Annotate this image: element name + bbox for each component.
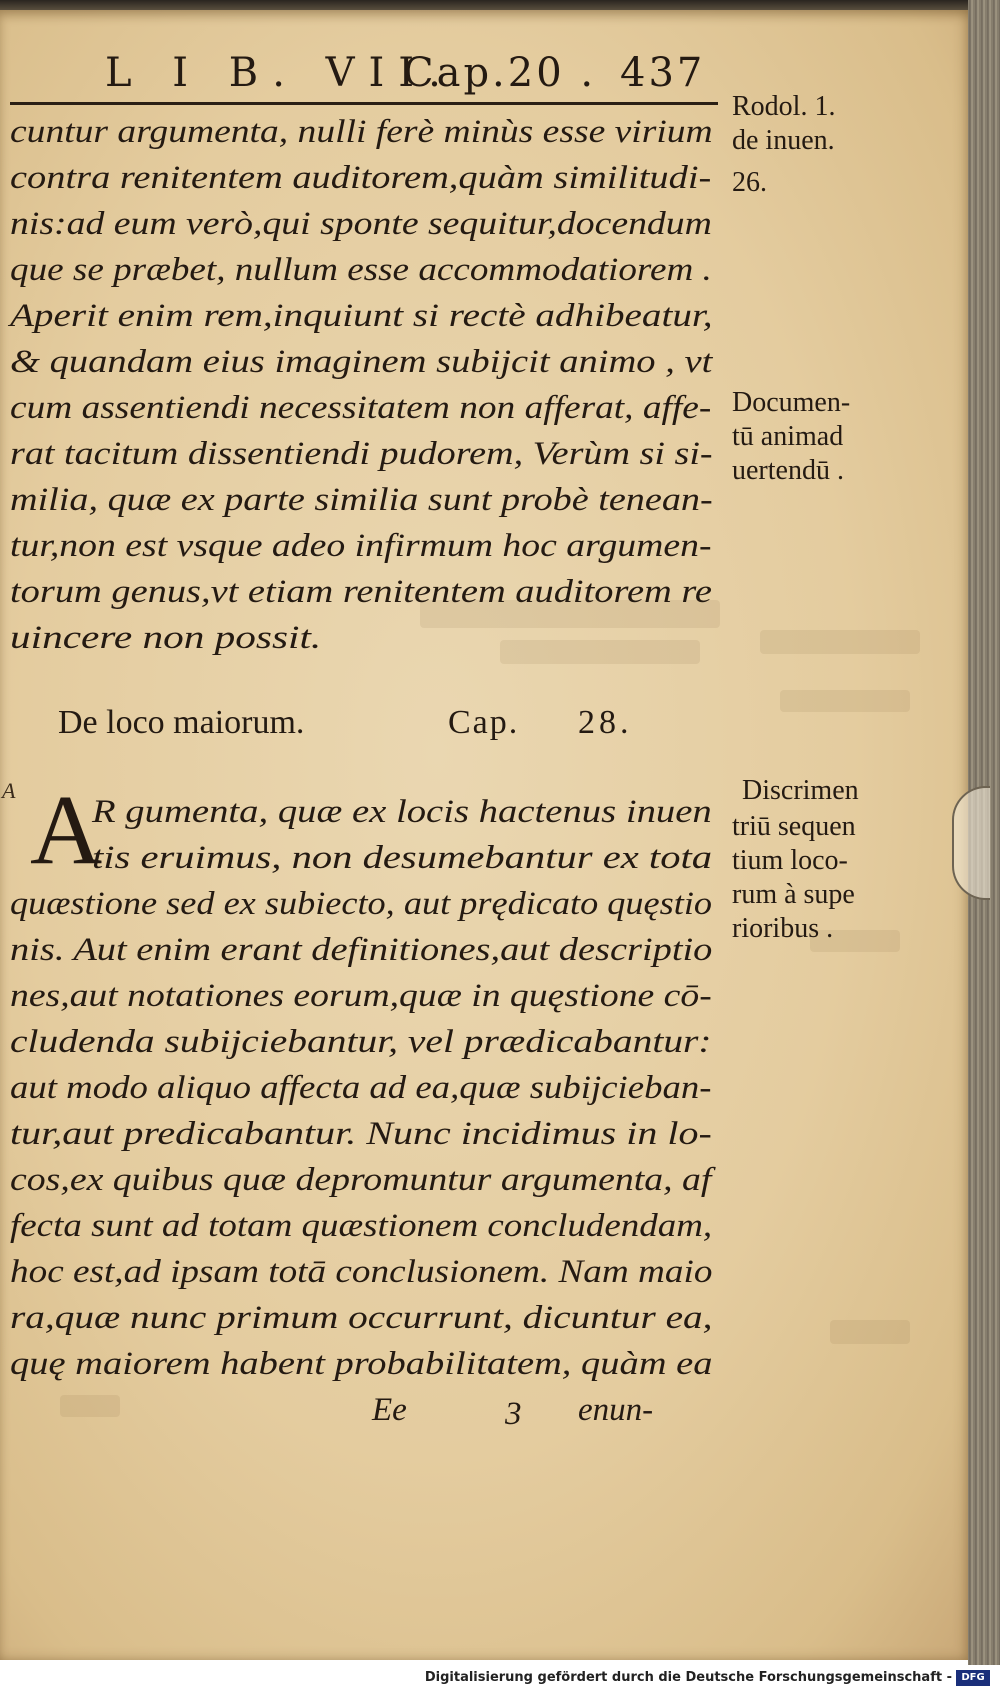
text-line: tur,aut predicabantur. Nunc incidimus in lo-: [10, 1116, 712, 1152]
drop-cap: A: [30, 774, 103, 885]
margin-note-line: de inuen.: [732, 125, 835, 156]
text-line: rat tacitum dissentiendi pudorem, Verùm si si-: [10, 436, 713, 472]
text-line: fecta sunt ad totam quæstionem concludendam,: [10, 1208, 713, 1244]
chapter-label: Cap.: [448, 704, 520, 741]
page-number: 437: [620, 50, 706, 96]
margin-note-line: triū sequen: [732, 811, 856, 842]
running-head-book: L I B. VII.: [105, 50, 455, 96]
chapter-heading: [0, 700, 720, 750]
show-through-mark: [760, 630, 920, 654]
text-line: hoc est,ad ipsam totā conclusionem. Nam maio: [10, 1254, 713, 1290]
text-line: que se præbet, nullum esse accommodatiorem .: [10, 252, 712, 288]
margin-note-line: Discrimen: [742, 775, 859, 806]
margin-note-line: Rodol. 1.: [732, 91, 836, 122]
text-line: R gumenta, quæ ex locis hactenus inuen: [92, 794, 712, 830]
running-head: [105, 50, 715, 110]
text-line: nis. Aut enim erant definitiones,aut descriptio: [10, 932, 713, 968]
text-line: contra renitentem auditorem,quàm similitudi-: [10, 160, 712, 196]
text-line: quæstione sed ex subiecto, aut prędicato quęstio: [10, 886, 713, 922]
show-through-mark: [60, 1395, 120, 1417]
show-through-mark: [780, 690, 910, 712]
dfg-logo: DFG: [956, 1670, 990, 1686]
show-through-mark: [830, 1320, 910, 1344]
digitization-footer: [0, 1665, 1000, 1696]
text-line: milia, quæ ex parte similia sunt probè tenean-: [10, 482, 713, 518]
running-head-chapter: Cap.20 .: [403, 50, 597, 96]
text-line: tis eruimus, non desumebantur ex tota: [92, 840, 713, 876]
signature-mark: Ee: [372, 1392, 407, 1428]
stray-margin-letter: A: [2, 778, 16, 803]
book-clasp: [952, 786, 990, 900]
text-line: quę maiorem habent probabilitatem, quàm ea: [10, 1346, 713, 1382]
text-line: nis:ad eum verò,qui sponte sequitur,docendum: [10, 206, 712, 242]
text-line: cum assentiendi necessitatem non afferat, affe-: [10, 390, 712, 426]
margin-note-line: rioribus .: [732, 913, 834, 944]
text-line: & quandam eius imaginem subijcit animo , vt: [10, 344, 713, 380]
text-line: cuntur argumenta, nulli ferè minùs esse virium: [10, 114, 713, 150]
margin-note-line: Documen-: [732, 387, 851, 418]
signature-number: 3: [505, 1396, 522, 1432]
text-line: nes,aut notationes eorum,quæ in quęstione cō-: [10, 978, 712, 1014]
chapter-title: De loco maiorum.: [58, 704, 305, 741]
text-line: cos,ex quibus quæ depromuntur argumenta, af: [10, 1162, 712, 1198]
margin-note-line: tium loco-: [732, 845, 848, 876]
margin-note-line: tū animad: [732, 421, 844, 452]
catchword: enun-: [578, 1392, 654, 1428]
text-line: cludenda subijciebantur, vel prædicabantur:: [10, 1024, 712, 1060]
chapter-number: 28.: [578, 704, 633, 741]
show-through-mark: [500, 640, 700, 664]
text-line: torum genus,vt etiam renitentem auditorem re: [10, 574, 712, 610]
text-line: Aperit enim rem,inquiunt si rectè adhibeatur,: [10, 298, 713, 334]
text-line: aut modo aliquo affecta ad ea,quæ subijcieban-: [10, 1070, 712, 1106]
text-line: uincere non possit.: [10, 620, 322, 656]
funding-credit: Digitalisierung gefördert durch die Deutsche Forschungsgemeinschaft -: [424, 1670, 952, 1685]
margin-note-line: 26.: [732, 167, 767, 198]
head-rule: [10, 102, 718, 105]
text-line: tur,non est vsque adeo infirmum hoc argumen-: [10, 528, 712, 564]
text-line: ra,quæ nunc primum occurrunt, dicuntur ea,: [10, 1300, 713, 1336]
margin-note-line: rum à supe: [732, 879, 855, 910]
margin-note-line: uertendū .: [732, 455, 844, 486]
